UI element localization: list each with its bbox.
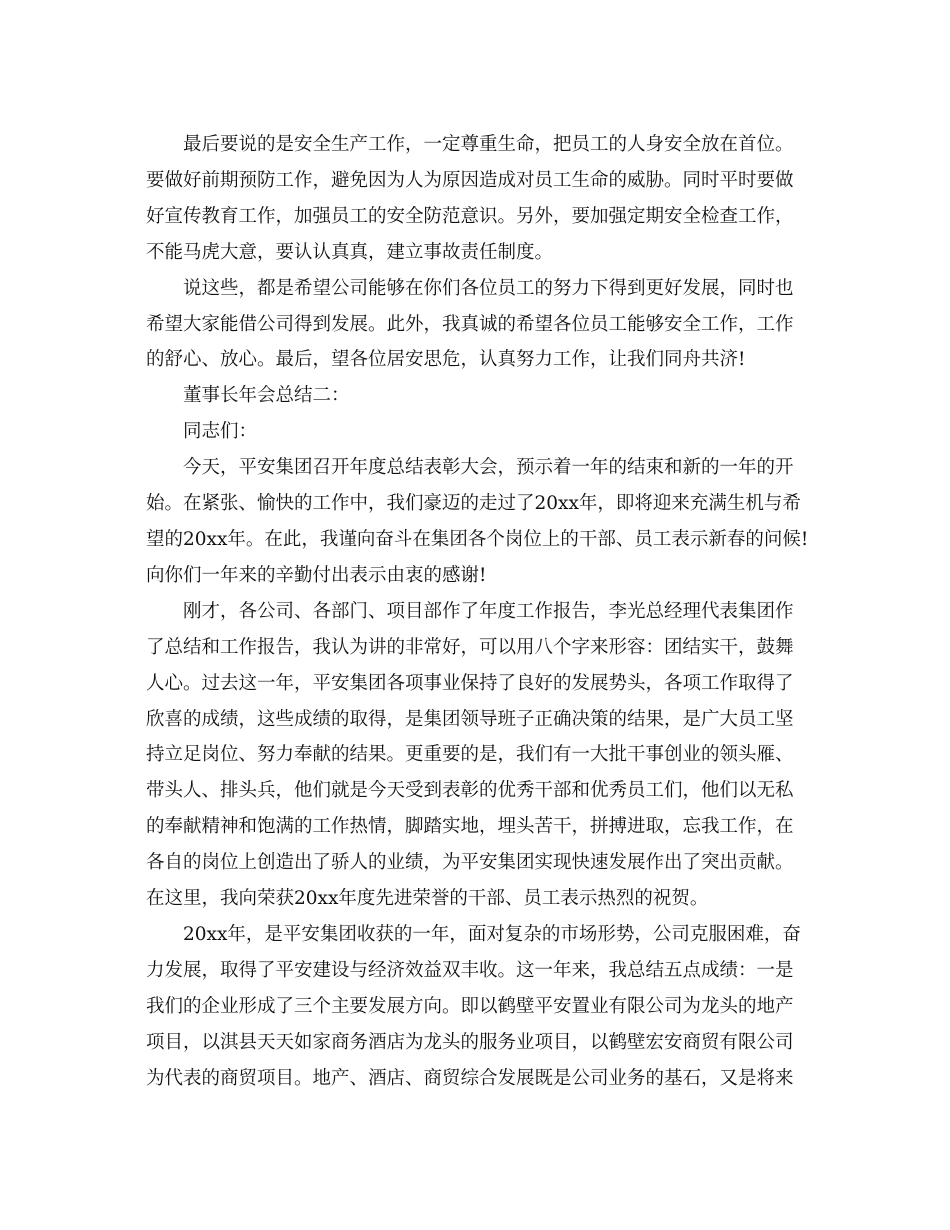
- text-line: 的舒心、放心。最后，望各位居安思危，认真努力工作，让我们同舟共济!: [146, 349, 746, 371]
- text-line: 最后要说的是安全生产工作，一定尊重生命，把员工的人身安全放在首位。: [183, 134, 794, 155]
- text-line: 好宣传教育工作，加强员工的安全防范意识。另外，要加强定期安全检查工作，: [146, 205, 794, 227]
- text-line: 说这些，都是希望公司能够在你们各位员工的努力下得到更好发展，同时也: [183, 277, 794, 299]
- section-heading: [146, 378, 806, 414]
- text-line: 了总结和工作报告，我认为讲的非常好，可以用八个字来形容：团结实干，鼓舞: [146, 636, 794, 658]
- text-line: 始。在紧张、愉快的工作中，我们豪迈的走过了20xx年，即将迎来充满生机与希: [146, 493, 801, 515]
- text-line: 向你们一年来的辛勤付出表示由衷的感谢!: [146, 564, 487, 586]
- text-line: 20xx年，是平安集团收获的一年，面对复杂的市场形势，公司克服困难，奋: [183, 923, 801, 945]
- text-line: 的奉献精神和饱满的工作热情，脚踏实地，埋头苦干，拼搏进取，忘我工作，在: [146, 816, 794, 838]
- text-line: 在这里，我向荣获20xx年度先进荣誉的干部、员工表示热烈的祝贺。: [146, 888, 709, 910]
- text-line: 欣喜的成绩，这些成绩的取得，是集团领导班子正确决策的结果，是广大员工坚: [146, 708, 794, 730]
- salutation: [146, 414, 806, 450]
- text-line: 为代表的商贸项目。地产、酒店、商贸综合发展既是公司业务的基石，又是将来: [146, 1067, 794, 1089]
- document-page: [146, 127, 809, 1096]
- paragraph-opening: [146, 450, 809, 594]
- text-line: 要做好前期预防工作，避免因为人为原因造成对员工生命的威胁。同时平时要做: [146, 169, 794, 191]
- text-line: 各自的岗位上创造出了骄人的业绩，为平安集团实现快速发展作出了突出贡献。: [146, 852, 794, 874]
- text-line: 希望大家能借公司得到发展。此外，我真诚的希望各位员工能够安全工作，工作: [146, 313, 794, 335]
- text-line: 董事长年会总结二：: [183, 385, 350, 407]
- paragraph-reports: [146, 594, 806, 917]
- text-line: 带头人、排头兵，他们就是今天受到表彰的优秀干部和优秀员工们，他们以无私: [146, 780, 794, 802]
- paragraph-safety: [146, 127, 806, 271]
- text-line: 刚才，各公司、各部门、项目部作了年度工作报告，李光总经理代表集团作: [183, 600, 794, 622]
- text-line: 持立足岗位、努力奉献的结果。更重要的是，我们有一大批干事创业的领头雁、: [146, 744, 794, 766]
- text-line: 项目，以淇县天天如家商务酒店为龙头的服务业项目，以鹤壁宏安商贸有限公司: [146, 1031, 794, 1053]
- text-line: 力发展，取得了平安建设与经济效益双丰收。这一年来，我总结五点成绩：一是: [146, 959, 794, 981]
- paragraph-achievements: [146, 917, 806, 1097]
- paragraph-hopes: [146, 271, 806, 379]
- text-line: 同志们：: [183, 421, 258, 443]
- text-line: 我们的企业形成了三个主要发展方向。即以鹤壁平安置业有限公司为龙头的地产: [146, 995, 794, 1017]
- text-line: 不能马虎大意，要认认真真，建立事故责任制度。: [146, 241, 554, 263]
- text-line: 今天，平安集团召开年度总结表彰大会，预示着一年的结束和新的一年的开: [183, 457, 794, 479]
- text-line: 人心。过去这一年，平安集团各项事业保持了良好的发展势头，各项工作取得了: [146, 672, 794, 694]
- text-line: 望的20xx年。在此，我谨向奋斗在集团各个岗位上的干部、员工表示新春的问候!: [146, 528, 809, 550]
